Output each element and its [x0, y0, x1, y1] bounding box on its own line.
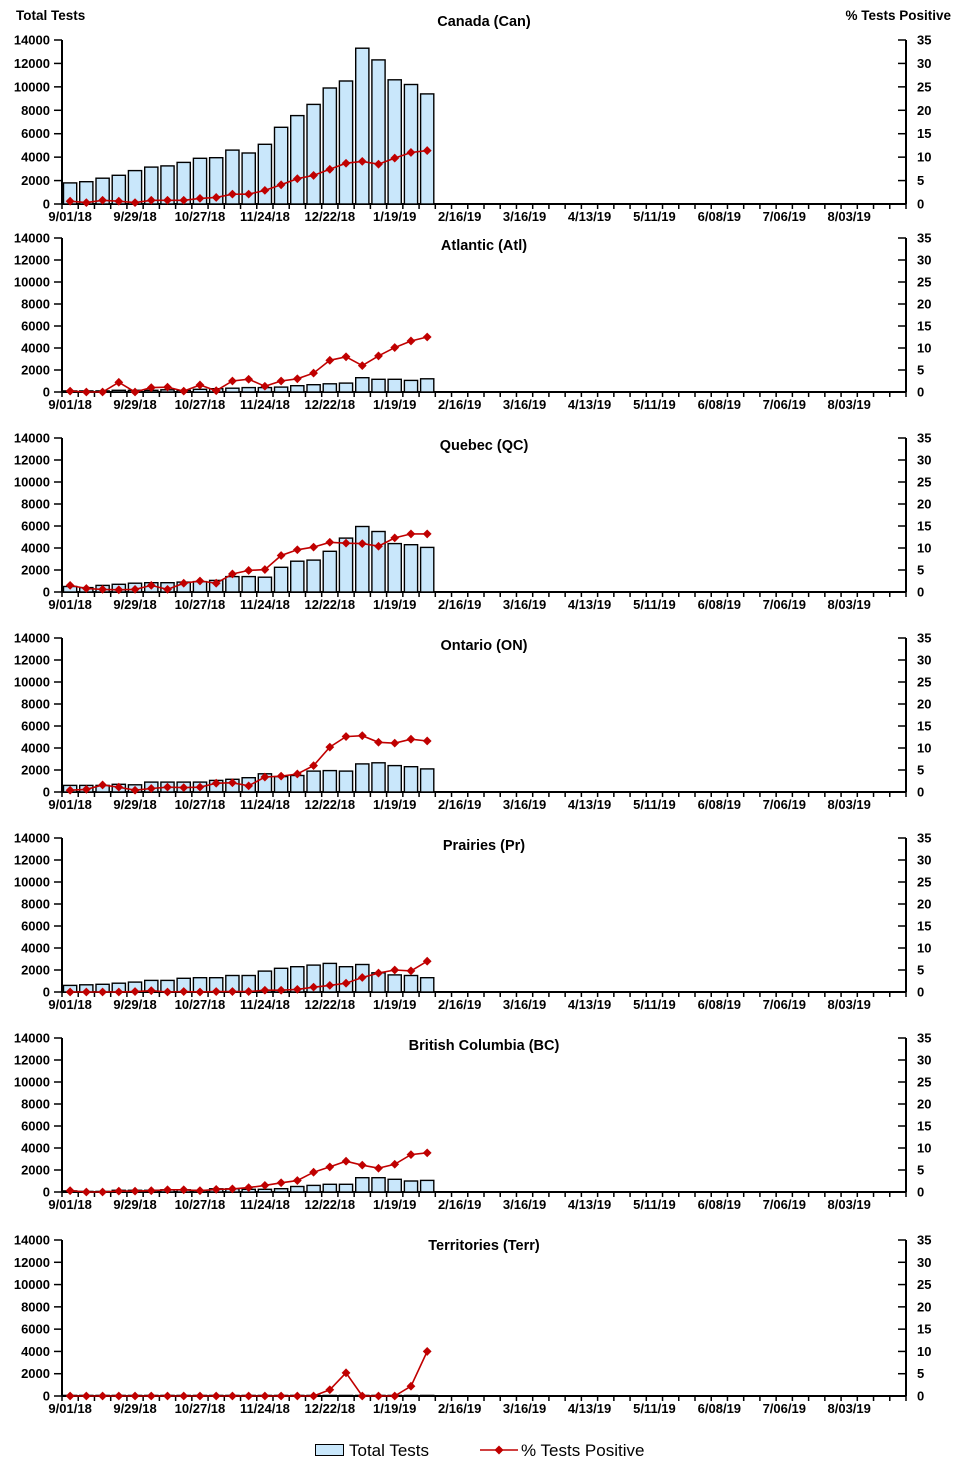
svg-text:0: 0: [42, 196, 50, 212]
svg-text:15: 15: [917, 918, 932, 934]
svg-text:4000: 4000: [21, 340, 50, 356]
svg-text:2/16/19: 2/16/19: [437, 797, 482, 812]
svg-text:1/19/19: 1/19/19: [373, 1401, 417, 1416]
svg-text:Prairies (Pr): Prairies (Pr): [442, 838, 526, 854]
svg-text:3/16/19: 3/16/19: [502, 209, 547, 224]
svg-text:12/22/18: 12/22/18: [304, 997, 356, 1012]
svg-text:8000: 8000: [21, 496, 50, 512]
svg-text:9/29/18: 9/29/18: [113, 597, 157, 612]
svg-text:0: 0: [42, 1388, 50, 1404]
chart-panel-ontario: [0, 628, 959, 828]
svg-text:15: 15: [917, 318, 932, 334]
svg-text:4000: 4000: [21, 1140, 50, 1156]
svg-text:8/03/19: 8/03/19: [827, 209, 871, 224]
svg-text:14000: 14000: [13, 430, 50, 446]
svg-text:9/01/18: 9/01/18: [48, 797, 92, 812]
left-axis-title: [16, 8, 85, 23]
svg-text:2/16/19: 2/16/19: [437, 997, 482, 1012]
svg-text:7/06/19: 7/06/19: [762, 997, 806, 1012]
svg-text:12/22/18: 12/22/18: [304, 397, 356, 412]
svg-text:25: 25: [917, 274, 932, 290]
svg-text:5: 5: [917, 1162, 925, 1178]
svg-text:14000: 14000: [13, 230, 50, 246]
svg-text:10000: 10000: [13, 1277, 50, 1293]
total-tests-swatch: [315, 1444, 344, 1456]
svg-text:3/16/19: 3/16/19: [502, 997, 547, 1012]
svg-text:10/27/18: 10/27/18: [174, 1197, 226, 1212]
svg-text:14000: 14000: [13, 830, 50, 846]
svg-text:10000: 10000: [13, 79, 50, 95]
svg-text:8000: 8000: [21, 1299, 50, 1315]
svg-text:9/29/18: 9/29/18: [113, 797, 157, 812]
svg-text:10: 10: [917, 340, 932, 356]
svg-text:8/03/19: 8/03/19: [827, 1197, 871, 1212]
svg-text:2/16/19: 2/16/19: [437, 1197, 482, 1212]
svg-text:12/22/18: 12/22/18: [304, 797, 356, 812]
svg-text:1/19/19: 1/19/19: [373, 597, 417, 612]
svg-text:0: 0: [917, 784, 925, 800]
svg-text:4000: 4000: [21, 540, 50, 556]
svg-text:2000: 2000: [21, 173, 50, 189]
svg-text:10: 10: [917, 940, 932, 956]
svg-text:10/27/18: 10/27/18: [174, 997, 226, 1012]
svg-text:2000: 2000: [21, 962, 50, 978]
svg-text:0: 0: [42, 784, 50, 800]
svg-text:1/19/19: 1/19/19: [373, 209, 417, 224]
svg-text:25: 25: [917, 79, 932, 95]
svg-text:9/01/18: 9/01/18: [48, 1197, 92, 1212]
svg-text:6000: 6000: [21, 126, 50, 142]
svg-text:0: 0: [917, 384, 925, 400]
svg-text:0: 0: [42, 584, 50, 600]
svg-text:Total Tests: Total Tests: [16, 8, 86, 23]
svg-text:15: 15: [917, 126, 932, 142]
svg-text:5: 5: [917, 1366, 925, 1382]
svg-text:25: 25: [917, 874, 932, 890]
svg-text:14000: 14000: [13, 1232, 50, 1248]
svg-text:12000: 12000: [13, 252, 50, 268]
legend-total-tests-label: Total Tests: [349, 1441, 430, 1460]
svg-text:% Tests Positive: % Tests Positive: [845, 8, 951, 23]
svg-text:12000: 12000: [13, 852, 50, 868]
svg-text:2/16/19: 2/16/19: [437, 397, 482, 412]
svg-text:9/01/18: 9/01/18: [48, 397, 92, 412]
svg-text:5: 5: [917, 173, 925, 189]
chart-panel-prairies: [0, 828, 959, 1028]
svg-text:Canada (Can): Canada (Can): [437, 14, 531, 30]
chart-panel-quebec: [0, 428, 959, 628]
svg-text:20: 20: [917, 1299, 932, 1315]
svg-text:12000: 12000: [13, 652, 50, 668]
svg-text:5: 5: [917, 562, 925, 578]
svg-text:4/13/19: 4/13/19: [567, 597, 612, 612]
svg-text:10/27/18: 10/27/18: [174, 209, 226, 224]
svg-text:8000: 8000: [21, 296, 50, 312]
svg-text:9/29/18: 9/29/18: [113, 1401, 157, 1416]
svg-text:4/13/19: 4/13/19: [567, 1401, 612, 1416]
svg-text:12/22/18: 12/22/18: [304, 1401, 356, 1416]
chart-panel-british-columbia: [0, 1028, 959, 1228]
legend-pct-positive-label: % Tests Positive: [521, 1441, 645, 1460]
panel-title: [441, 638, 528, 654]
svg-text:2/16/19: 2/16/19: [437, 597, 482, 612]
svg-text:5/11/19: 5/11/19: [633, 209, 676, 224]
svg-text:2000: 2000: [21, 562, 50, 578]
svg-text:4/13/19: 4/13/19: [567, 997, 612, 1012]
svg-text:20: 20: [917, 896, 932, 912]
svg-text:8/03/19: 8/03/19: [827, 797, 871, 812]
svg-text:14000: 14000: [13, 1030, 50, 1046]
svg-text:4000: 4000: [21, 149, 50, 165]
svg-text:1/19/19: 1/19/19: [373, 397, 417, 412]
svg-text:8000: 8000: [21, 1096, 50, 1112]
svg-text:6000: 6000: [21, 718, 50, 734]
svg-text:0: 0: [917, 984, 925, 1000]
panel-title: [441, 238, 527, 254]
svg-text:9/29/18: 9/29/18: [113, 997, 157, 1012]
svg-text:30: 30: [917, 55, 932, 71]
svg-text:10: 10: [917, 1343, 932, 1359]
svg-text:7/06/19: 7/06/19: [762, 209, 806, 224]
svg-text:0: 0: [42, 984, 50, 1000]
svg-text:30: 30: [917, 1052, 932, 1068]
svg-text:20: 20: [917, 696, 932, 712]
svg-text:5/11/19: 5/11/19: [633, 597, 676, 612]
svg-text:1/19/19: 1/19/19: [373, 797, 417, 812]
svg-text:2/16/19: 2/16/19: [437, 209, 482, 224]
svg-text:0: 0: [42, 1184, 50, 1200]
chart-panel-territories: [0, 1228, 959, 1432]
svg-text:10/27/18: 10/27/18: [174, 1401, 226, 1416]
svg-text:Ontario (ON): Ontario (ON): [440, 638, 528, 654]
svg-text:4/13/19: 4/13/19: [567, 397, 612, 412]
total-tests-bars: [64, 527, 434, 593]
panel-title: [428, 1238, 540, 1254]
svg-text:11/24/18: 11/24/18: [239, 397, 290, 412]
svg-text:14000: 14000: [13, 32, 50, 48]
svg-text:7/06/19: 7/06/19: [762, 1401, 806, 1416]
svg-text:9/29/18: 9/29/18: [113, 209, 157, 224]
svg-text:11/24/18: 11/24/18: [239, 997, 290, 1012]
svg-text:6/08/19: 6/08/19: [697, 797, 742, 812]
svg-text:0: 0: [917, 196, 925, 212]
svg-text:12/22/18: 12/22/18: [304, 597, 356, 612]
panel-title: [437, 14, 531, 30]
svg-text:11/24/18: 11/24/18: [239, 597, 290, 612]
svg-text:35: 35: [917, 32, 932, 48]
svg-text:25: 25: [917, 674, 932, 690]
svg-text:4000: 4000: [21, 940, 50, 956]
svg-text:12/22/18: 12/22/18: [304, 209, 356, 224]
svg-text:6/08/19: 6/08/19: [697, 597, 742, 612]
svg-text:25: 25: [917, 474, 932, 490]
svg-text:20: 20: [917, 102, 932, 118]
svg-text:5/11/19: 5/11/19: [633, 1401, 676, 1416]
svg-text:1/19/19: 1/19/19: [373, 997, 417, 1012]
svg-text:9/01/18: 9/01/18: [48, 597, 92, 612]
svg-text:5/11/19: 5/11/19: [633, 397, 676, 412]
svg-text:9/01/18: 9/01/18: [48, 997, 92, 1012]
chart-panel-canada: [0, 0, 959, 228]
svg-text:6/08/19: 6/08/19: [697, 1401, 742, 1416]
svg-text:12000: 12000: [13, 55, 50, 71]
svg-text:6/08/19: 6/08/19: [697, 397, 742, 412]
svg-text:10000: 10000: [13, 874, 50, 890]
svg-text:6/08/19: 6/08/19: [697, 209, 742, 224]
svg-text:2000: 2000: [21, 762, 50, 778]
axes: [14, 1031, 932, 1213]
svg-text:6/08/19: 6/08/19: [697, 1197, 742, 1212]
svg-text:9/29/18: 9/29/18: [113, 397, 157, 412]
svg-text:4/13/19: 4/13/19: [567, 209, 612, 224]
svg-text:Atlantic (Atl): Atlantic (Atl): [440, 238, 528, 254]
svg-text:7/06/19: 7/06/19: [762, 797, 806, 812]
svg-text:20: 20: [917, 296, 932, 312]
svg-text:20: 20: [917, 496, 932, 512]
svg-text:12/22/18: 12/22/18: [304, 1197, 356, 1212]
panel-title: [443, 838, 525, 854]
svg-text:8/03/19: 8/03/19: [827, 997, 871, 1012]
svg-text:10000: 10000: [13, 274, 50, 290]
svg-text:12000: 12000: [13, 452, 50, 468]
svg-text:20: 20: [917, 1096, 932, 1112]
total-tests-bars: [64, 48, 434, 204]
svg-text:6000: 6000: [21, 318, 50, 334]
svg-text:9/29/18: 9/29/18: [113, 1197, 157, 1212]
svg-text:9/01/18: 9/01/18: [48, 1401, 92, 1416]
svg-text:10: 10: [917, 1140, 932, 1156]
svg-text:0: 0: [42, 384, 50, 400]
svg-text:8000: 8000: [21, 102, 50, 118]
svg-text:Quebec (QC): Quebec (QC): [439, 438, 529, 454]
svg-text:2000: 2000: [21, 1162, 50, 1178]
svg-text:30: 30: [917, 1254, 932, 1270]
pct-positive-line-swatch: [480, 1443, 518, 1457]
svg-text:10: 10: [917, 540, 932, 556]
svg-text:30: 30: [917, 452, 932, 468]
svg-text:12000: 12000: [13, 1052, 50, 1068]
svg-text:3/16/19: 3/16/19: [502, 1197, 547, 1212]
svg-text:15: 15: [917, 718, 932, 734]
svg-text:3/16/19: 3/16/19: [502, 1401, 547, 1416]
svg-text:12000: 12000: [13, 1254, 50, 1270]
svg-text:5: 5: [917, 762, 925, 778]
svg-text:3/16/19: 3/16/19: [502, 597, 547, 612]
svg-text:8000: 8000: [21, 896, 50, 912]
svg-text:0: 0: [917, 1388, 925, 1404]
svg-text:6000: 6000: [21, 1321, 50, 1337]
svg-text:Territories (Terr): Territories (Terr): [428, 1238, 540, 1254]
svg-text:1/19/19: 1/19/19: [373, 1197, 417, 1212]
svg-text:6000: 6000: [21, 918, 50, 934]
svg-text:11/24/18: 11/24/18: [239, 1197, 290, 1212]
svg-text:2000: 2000: [21, 1366, 50, 1382]
svg-text:15: 15: [917, 518, 932, 534]
svg-text:35: 35: [917, 1232, 932, 1248]
svg-text:30: 30: [917, 652, 932, 668]
axes: [14, 1233, 932, 1417]
svg-text:3/16/19: 3/16/19: [502, 397, 547, 412]
panel-title: [440, 438, 529, 454]
chart-legend: [0, 1432, 959, 1477]
panel-title: [409, 1038, 560, 1054]
svg-text:10: 10: [917, 740, 932, 756]
svg-text:25: 25: [917, 1074, 932, 1090]
svg-text:10000: 10000: [13, 474, 50, 490]
svg-text:10/27/18: 10/27/18: [174, 397, 226, 412]
svg-text:3/16/19: 3/16/19: [502, 797, 547, 812]
svg-text:4/13/19: 4/13/19: [567, 1197, 612, 1212]
svg-text:35: 35: [917, 230, 932, 246]
svg-text:7/06/19: 7/06/19: [762, 397, 806, 412]
svg-text:9/01/18: 9/01/18: [48, 209, 92, 224]
svg-text:5/11/19: 5/11/19: [633, 797, 676, 812]
svg-text:0: 0: [917, 584, 925, 600]
svg-text:British Columbia (BC): British Columbia (BC): [408, 1038, 560, 1054]
svg-text:8/03/19: 8/03/19: [827, 397, 871, 412]
svg-text:8/03/19: 8/03/19: [827, 1401, 871, 1416]
svg-text:2/16/19: 2/16/19: [437, 1401, 482, 1416]
svg-text:35: 35: [917, 430, 932, 446]
svg-text:4000: 4000: [21, 740, 50, 756]
svg-text:5: 5: [917, 362, 925, 378]
svg-text:30: 30: [917, 252, 932, 268]
svg-text:10/27/18: 10/27/18: [174, 797, 226, 812]
svg-text:6000: 6000: [21, 1118, 50, 1134]
svg-text:11/24/18: 11/24/18: [239, 797, 290, 812]
svg-text:14000: 14000: [13, 630, 50, 646]
svg-text:30: 30: [917, 852, 932, 868]
svg-text:10000: 10000: [13, 1074, 50, 1090]
chart-panel-atlantic: [0, 228, 959, 428]
right-axis-title: [845, 8, 951, 23]
svg-text:8/03/19: 8/03/19: [827, 597, 871, 612]
svg-text:6000: 6000: [21, 518, 50, 534]
svg-text:10/27/18: 10/27/18: [174, 597, 226, 612]
svg-text:10: 10: [917, 149, 932, 165]
svg-text:4000: 4000: [21, 1343, 50, 1359]
svg-text:6/08/19: 6/08/19: [697, 997, 742, 1012]
svg-text:15: 15: [917, 1321, 932, 1337]
svg-text:11/24/18: 11/24/18: [239, 1401, 290, 1416]
svg-text:15: 15: [917, 1118, 932, 1134]
svg-text:7/06/19: 7/06/19: [762, 597, 806, 612]
svg-text:35: 35: [917, 1030, 932, 1046]
pct-positive-line: [66, 1347, 432, 1400]
svg-text:5: 5: [917, 962, 925, 978]
svg-text:5/11/19: 5/11/19: [633, 997, 676, 1012]
svg-text:0: 0: [917, 1184, 925, 1200]
svg-text:10000: 10000: [13, 674, 50, 690]
svg-text:25: 25: [917, 1277, 932, 1293]
svg-text:8000: 8000: [21, 696, 50, 712]
svg-text:4/13/19: 4/13/19: [567, 797, 612, 812]
svg-text:7/06/19: 7/06/19: [762, 1197, 806, 1212]
svg-text:35: 35: [917, 630, 932, 646]
svg-text:35: 35: [917, 830, 932, 846]
svg-text:5/11/19: 5/11/19: [633, 1197, 676, 1212]
svg-text:2000: 2000: [21, 362, 50, 378]
svg-text:11/24/18: 11/24/18: [239, 209, 290, 224]
